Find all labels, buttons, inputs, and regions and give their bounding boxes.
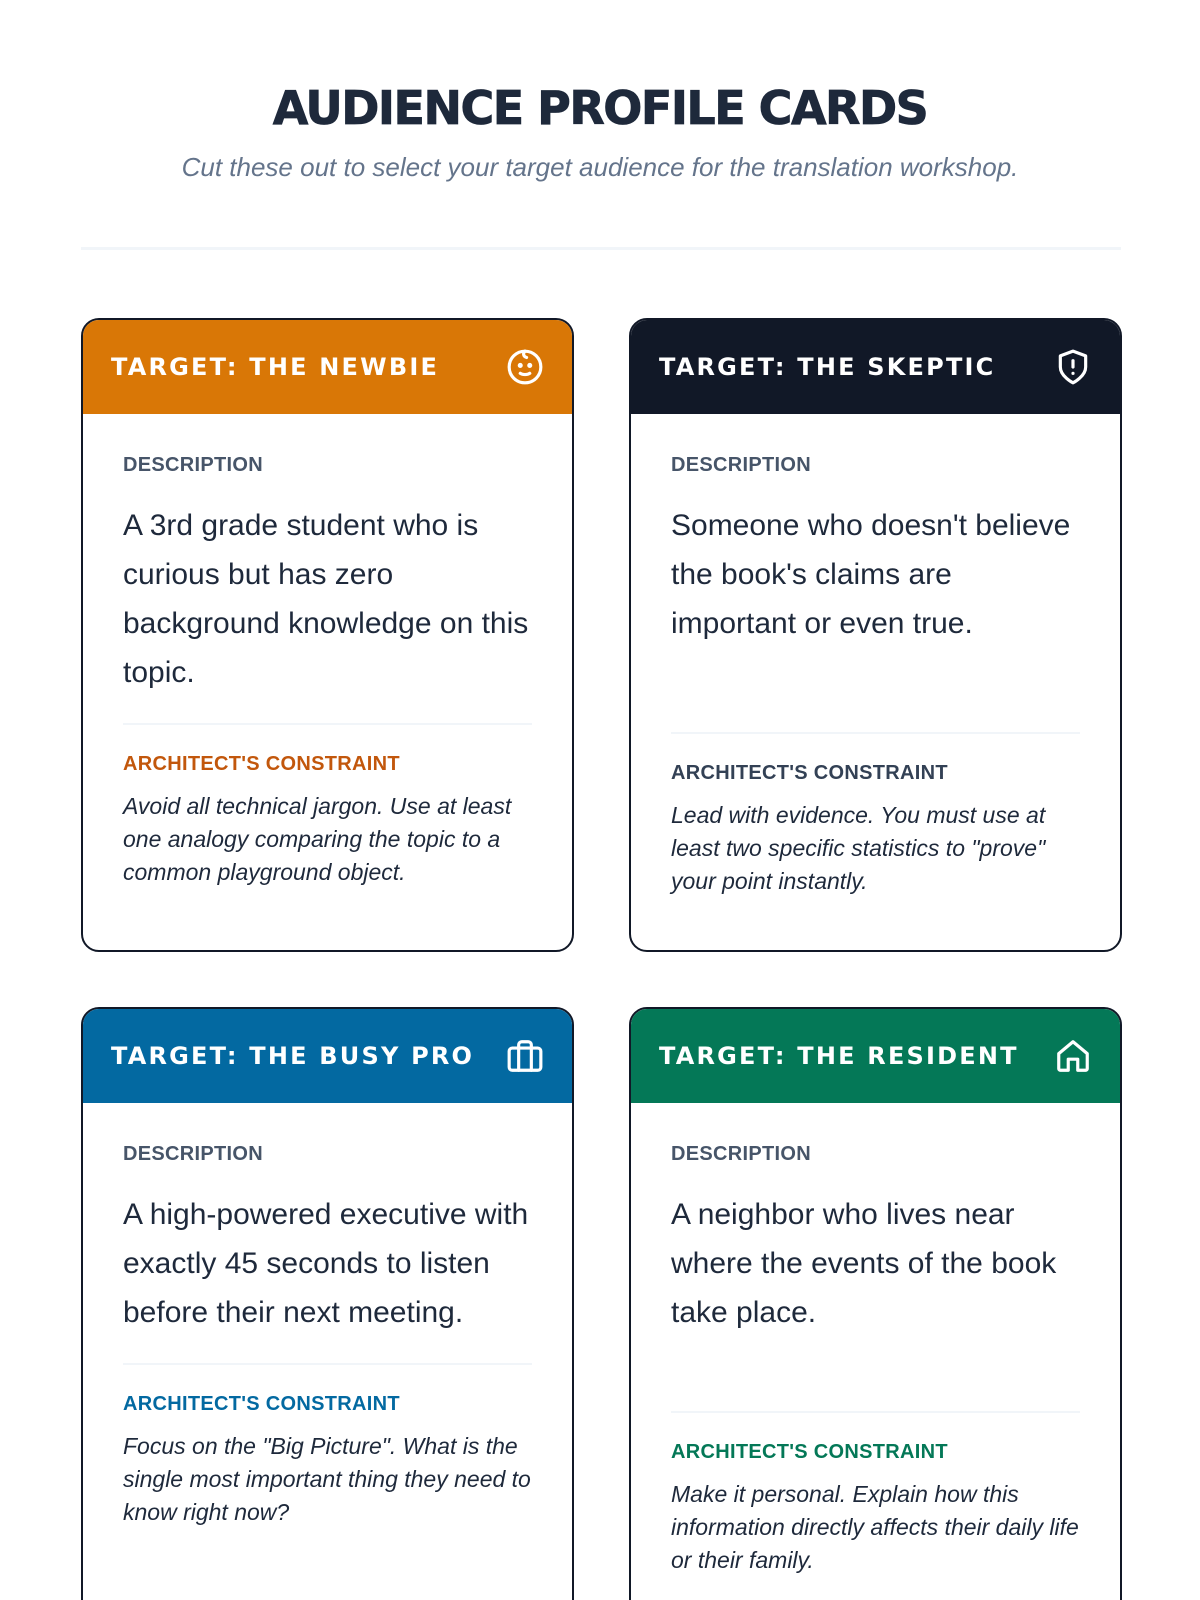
header-divider bbox=[81, 247, 1121, 250]
constraint-label: ARCHITECT'S CONSTRAINT bbox=[123, 1393, 400, 1415]
constraint-label: ARCHITECT'S CONSTRAINT bbox=[671, 1441, 948, 1463]
shield-alert-icon bbox=[1054, 348, 1092, 386]
description-text: Someone who doesn't believe the book's claims are important or even true. bbox=[671, 509, 1071, 640]
constraint-text: Focus on the "Big Picture". What is the single most important thing they need to know right now? bbox=[123, 1433, 531, 1525]
card-newbie[interactable] bbox=[81, 318, 574, 952]
card-title: TARGET: THE RESIDENT bbox=[659, 1042, 1019, 1070]
description-text: A 3rd grade student who is curious but has zero background knowledge on this topic. bbox=[123, 509, 529, 689]
card-title: TARGET: THE SKEPTIC bbox=[659, 353, 996, 381]
constraint-text: Lead with evidence. You must use at least two specific statistics to "prove" your point instantly. bbox=[671, 802, 1046, 894]
constraint-label: ARCHITECT'S CONSTRAINT bbox=[671, 762, 948, 784]
description-label: DESCRIPTION bbox=[671, 454, 811, 476]
card-header bbox=[83, 320, 572, 414]
description-label: DESCRIPTION bbox=[123, 454, 263, 476]
home-icon bbox=[1054, 1037, 1092, 1075]
page-subtitle: Cut these out to select your target audience for the translation workshop. bbox=[181, 152, 1019, 182]
constraint-text: Avoid all technical jargon. Use at least one analogy comparing the topic to a common playground object. bbox=[123, 793, 512, 885]
card-header bbox=[83, 1009, 572, 1103]
card-title: TARGET: THE NEWBIE bbox=[111, 353, 440, 381]
card-divider bbox=[123, 723, 532, 725]
description-label: DESCRIPTION bbox=[123, 1143, 263, 1165]
card-body bbox=[83, 414, 572, 889]
page-header bbox=[0, 78, 1200, 184]
card-header bbox=[631, 1009, 1120, 1103]
card-skeptic[interactable] bbox=[629, 318, 1122, 952]
card-divider bbox=[671, 1411, 1080, 1413]
card-divider bbox=[123, 1363, 532, 1365]
card-body bbox=[631, 414, 1120, 898]
description-label: DESCRIPTION bbox=[671, 1143, 811, 1165]
description-text: A neighbor who lives near where the events of the book take place. bbox=[671, 1198, 1057, 1329]
card-busy-pro[interactable] bbox=[81, 1007, 574, 1600]
description-text: A high-powered executive with exactly 45 seconds to listen before their next meeting. bbox=[123, 1198, 529, 1329]
briefcase-icon bbox=[506, 1037, 544, 1075]
page-title: AUDIENCE PROFILE CARDS bbox=[272, 81, 928, 135]
card-divider bbox=[671, 732, 1080, 734]
constraint-label: ARCHITECT'S CONSTRAINT bbox=[123, 753, 400, 775]
constraint-text: Make it personal. Explain how this information directly affects their daily life or their family. bbox=[671, 1481, 1079, 1573]
card-body bbox=[631, 1103, 1120, 1577]
baby-face-icon bbox=[506, 348, 544, 386]
card-header bbox=[631, 320, 1120, 414]
card-body bbox=[83, 1103, 572, 1529]
card-resident[interactable] bbox=[629, 1007, 1122, 1600]
card-title: TARGET: THE BUSY PRO bbox=[111, 1042, 475, 1070]
